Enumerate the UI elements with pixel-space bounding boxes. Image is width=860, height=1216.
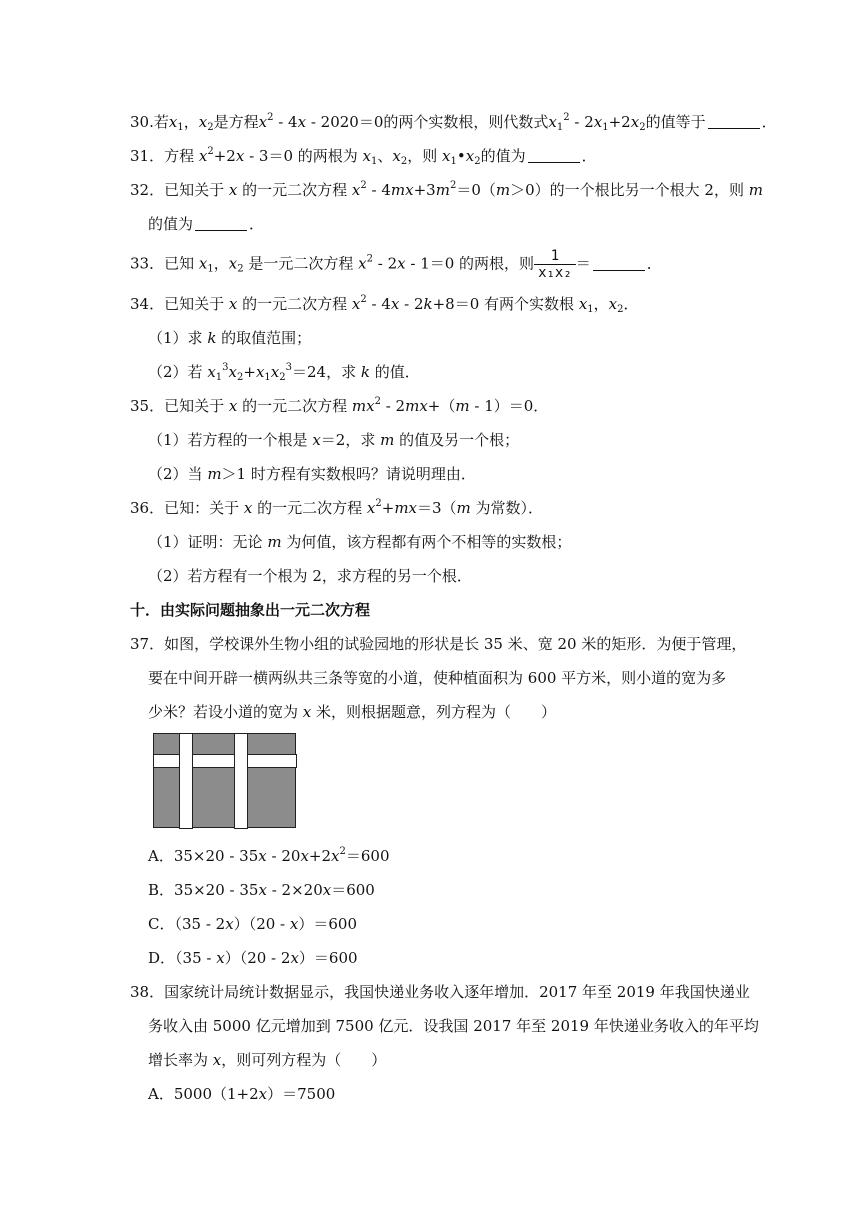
question-34: 34．已知关于 x 的一元二次方程 $x^2 - 4x - 2k+8=0$ 有两个实数根 $x_1$，$x_2$． xyxy=(130,294,639,315)
option-c[interactable]: C．（35 - 2x）（20 - x）＝600 xyxy=(148,915,357,933)
answer-blank[interactable] xyxy=(195,216,247,231)
question-32: 32．已知关于 x 的一元二次方程 $x^2 - 4mx+3m^2=0(m>0)$的一个根比另一个根大 2，则 m xyxy=(130,180,763,199)
question-31: 31．方程 $x^2+2x - 3=0$ 的两根为 $x_1$、$x_2$，则 $x_1•x_2$的值为 ． xyxy=(130,146,597,167)
question-35: 35．已知关于 x 的一元二次方程 $mx^2 - 2mx+(m - 1)=0$． xyxy=(130,396,549,415)
question-37-line-2: 要在中间开辟一横两纵共三条等宽的小道，使种植面积为 600 平方米，则小道的宽为多 xyxy=(148,669,727,687)
answer-blank[interactable] xyxy=(708,114,760,129)
answer-blank[interactable] xyxy=(528,148,580,163)
question-37-line-3: 少米？若设小道的宽为 x 米，则根据题意，列方程为（ ） xyxy=(148,703,557,721)
question-30: 30.若$x_1$，$x_2$是方程$x^2 - 4x - 2020=0$的两个实数根，则代数式$x_1^2 - 2x_1+2x_2$的值等于 ． xyxy=(130,112,777,133)
question-36-part-2: （2）若方程有一个根为 2，求方程的另一个根． xyxy=(148,567,472,585)
question-37: 37．如图，学校课外生物小组的试验园地的形状是长 35 米、宽 20 米的矩形．为便于管理， xyxy=(130,635,747,653)
question-32-continued: 的值为 ． xyxy=(148,215,265,233)
question-35-part-1: （1）若方程的一个根是 x＝2，求 m 的值及另一个根； xyxy=(148,431,520,449)
question-38-line-3: 增长率为 x，则可列方程为（ ） xyxy=(148,1051,387,1069)
question-38: 38．国家统计局统计数据显示，我国快递业务收入逐年增加．2017 年至 2019 年我国快递业 xyxy=(130,983,750,1001)
question-34-part-2: （2）若 $x_1^3x_2+x_1x_2^3=24$，求 k 的值． xyxy=(148,362,420,383)
garden-figure xyxy=(153,733,296,828)
question-36: 36．已知：关于 x 的一元二次方程 $x^2+mx=3(m$ 为常数）． xyxy=(130,498,544,517)
vertical-path-right xyxy=(234,733,248,829)
section-heading: 十．由实际问题抽象出一元二次方程 xyxy=(130,601,371,619)
option-b[interactable]: B．35×20 - 35x - 2×20x＝600 xyxy=(148,881,375,899)
option-d[interactable]: D．（35 - x）（20 - 2x）＝600 xyxy=(148,949,358,967)
answer-blank[interactable] xyxy=(593,256,645,271)
question-33: 33．已知 $x_1$，$x_2$ 是一元二次方程 $x^2 - 2x - 1=0$ 的两根，则 $\frac{1}{\text{x₁x₂}}$ ＝ ． xyxy=(130,248,662,281)
option-a[interactable]: A．5000（1+2x）＝7500 xyxy=(148,1085,336,1103)
fraction: $\frac{1}{\text{x₁x₂}}$ xyxy=(534,248,576,281)
question-35-part-2: （2）当 m＞1 时方程有实数根吗？请说明理由． xyxy=(148,465,476,483)
question-36-part-1: （1）证明：无论 m 为何值，该方程都有两个不相等的实数根； xyxy=(148,533,572,551)
option-a[interactable]: A．$35\times 20 - 35x - 20x+2x^2=600$ xyxy=(148,846,390,865)
horizontal-path xyxy=(153,754,297,768)
question-34-part-1: （1）求 k 的取值范围； xyxy=(148,329,312,347)
vertical-path-left xyxy=(179,733,193,829)
question-38-line-2: 务收入由 5000 亿元增加到 7500 亿元．设我国 2017 年至 2019 年快递业务收入的年平均 xyxy=(148,1017,759,1035)
